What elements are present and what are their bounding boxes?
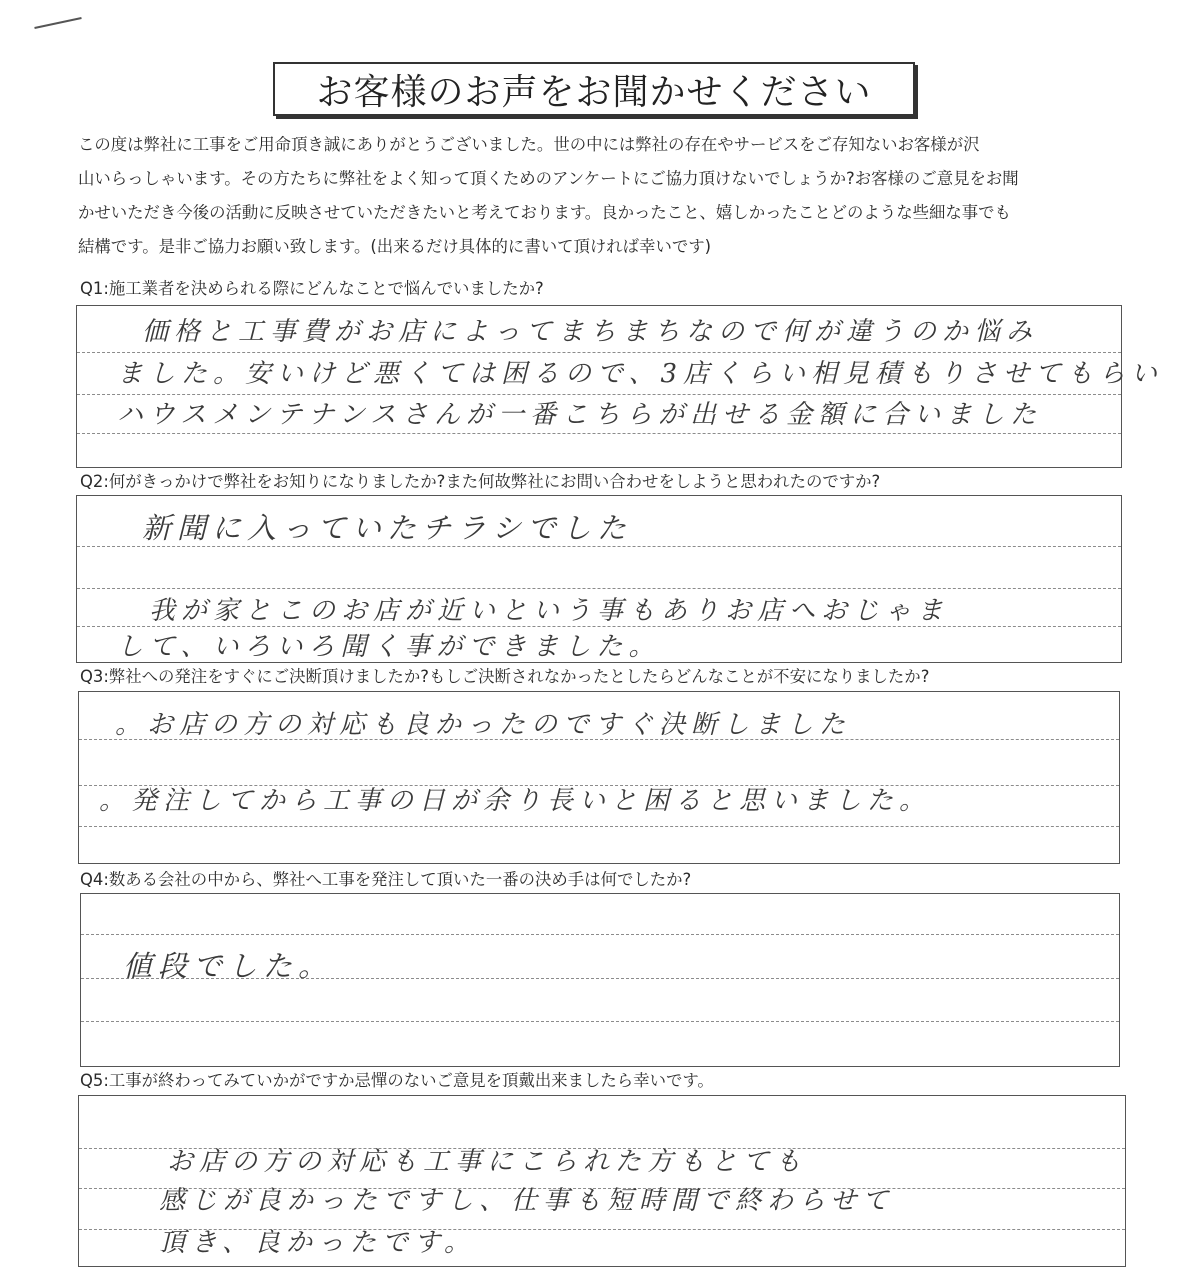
- handwritten-answer-line: 頂き、良かったです。: [159, 1228, 476, 1258]
- handwritten-answer-line: 感じが良かったですし、仕事も短時間で終わらせて: [159, 1186, 895, 1216]
- ruled-line: [79, 826, 1119, 827]
- handwritten-answer-line: 新聞に入っていたチラシでした: [142, 511, 633, 545]
- intro-line: 山いらっしゃいます。その方たちに弊社をよく知って頂くためのアンケートにご協力頂けないでしょうか?お客様のご意見をお聞: [78, 169, 1019, 188]
- intro-line: かせいただき今後の活動に反映させていただきたいと考えております。良かったこと、嬉しかったことどのような些細な事でも: [78, 203, 1011, 222]
- handwritten-answer-line: 。発注してから工事の日が余り長いと困ると思いました。: [99, 786, 932, 816]
- answer-box-3: [78, 691, 1120, 864]
- handwritten-answer-line: 。お店の方の対応も良かったのですぐ決断しました: [115, 710, 852, 740]
- ruled-line: [81, 1021, 1119, 1022]
- question-1-label: Q1:施工業者を決められる際にどんなことで悩んでいましたか?: [80, 279, 544, 298]
- answer-box-2: [76, 495, 1122, 663]
- handwritten-answer-line: 値段でした。: [123, 949, 334, 983]
- intro-line: 結構です。是非ご協力お願い致します。(出来るだけ具体的に書いて頂ければ幸いです): [78, 237, 712, 256]
- handwritten-answer-line: 我が家とこのお店が近いという事もありお店へおじゃま: [149, 596, 950, 626]
- handwritten-answer-line: ハウスメンテナンスさんが一番こちらが出せる金額に合いました: [117, 400, 1043, 430]
- intro-line: この度は弊社に工事をご用命頂き誠にありがとうございました。世の中には弊社の存在やサービスをご存知ないお客様が沢: [78, 135, 980, 154]
- question-2-label: Q2:何がきっかけで弊社をお知りになりましたか?また何故弊社にお問い合わせをしようと思われたのですか?: [80, 472, 881, 491]
- page-title: お客様のお声をお聞かせください: [316, 71, 872, 113]
- handwritten-answer-line: して、いろいろ聞く事ができました。: [117, 632, 661, 662]
- ruled-line: [81, 934, 1119, 935]
- handwritten-answer-line: ました。安いけど悪くては困るので、3店くらい相見積もりさせてもらい: [117, 359, 1164, 389]
- title-box: [273, 62, 915, 116]
- scan-mark: [34, 17, 81, 29]
- question-5-label: Q5:工事が終わってみていかがですか忌憚のないご意見を頂戴出来ましたら幸いです。: [80, 1071, 714, 1090]
- ruled-line: [77, 433, 1121, 434]
- answer-box-4: [80, 893, 1120, 1067]
- ruled-line: [77, 588, 1121, 589]
- handwritten-answer-line: お店の方の対応も工事にこられた方もとても: [167, 1147, 808, 1177]
- answer-box-5: [78, 1095, 1126, 1267]
- intro-paragraph: [78, 128, 1118, 264]
- answer-box-1: [76, 305, 1164, 468]
- question-3-label: Q3:弊社への発注をすぐにご決断頂けましたか?もしご決断されなかったとしたらどんなことが不安になりましたか?: [80, 667, 930, 686]
- handwritten-answer-line: 価格と工事費がお店によってまちまちなので何が違うのか悩み: [142, 317, 1039, 347]
- question-4-label: Q4:数ある会社の中から、弊社へ工事を発注して頂いた一番の決め手は何でしたか?: [80, 870, 692, 889]
